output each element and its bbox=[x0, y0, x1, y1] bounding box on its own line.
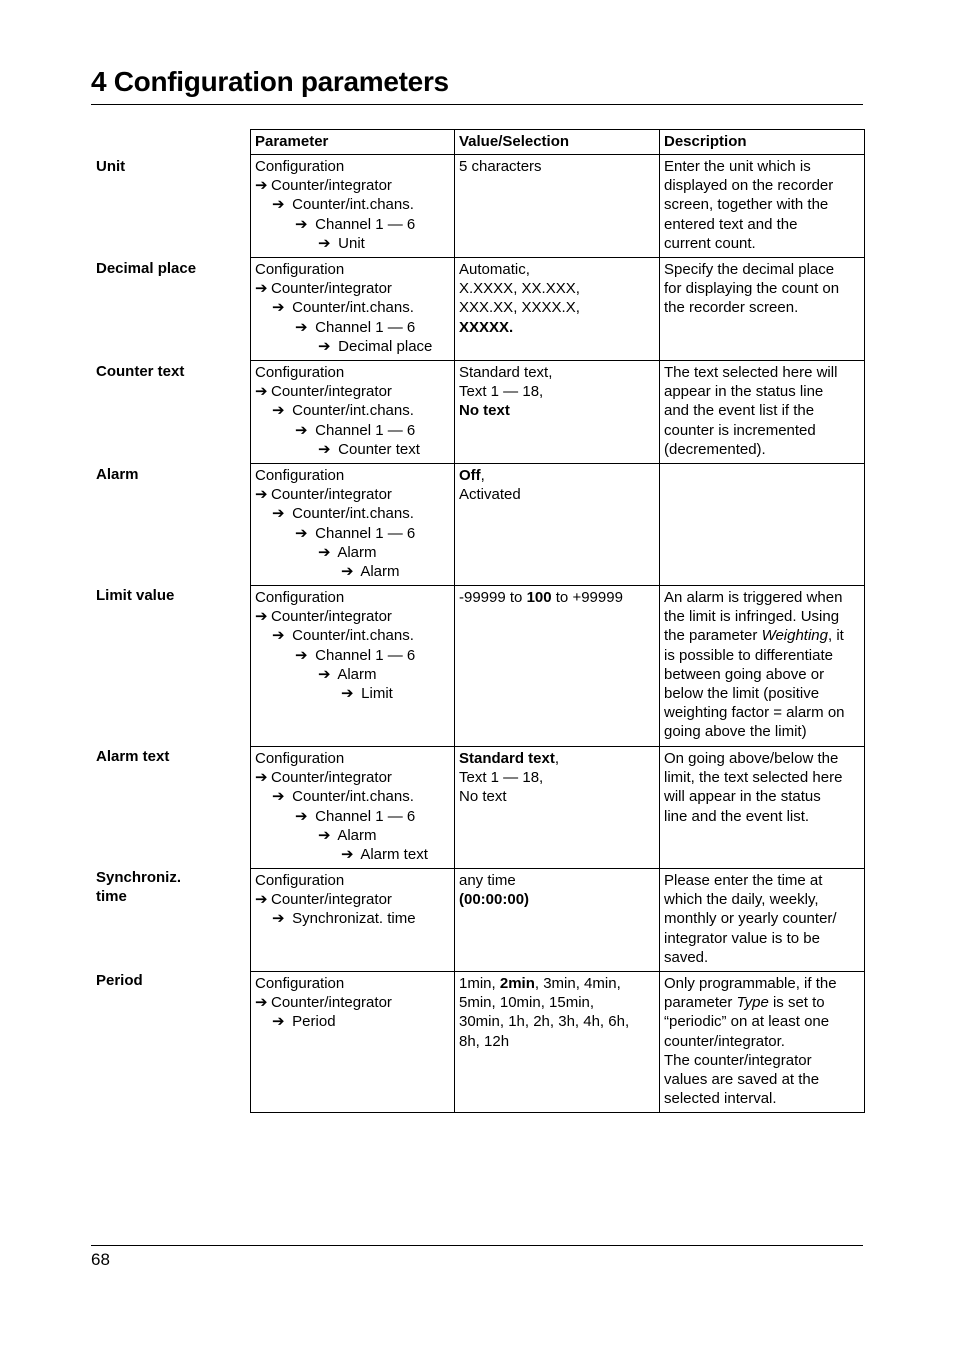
description-line: will appear in the status bbox=[664, 788, 821, 806]
description-line: integrator value is to be bbox=[664, 929, 820, 947]
path-step: ➔ Channel 1 — 6 bbox=[295, 524, 416, 542]
description-line: current count. bbox=[664, 234, 756, 252]
path-step: ➔ Alarm bbox=[318, 543, 377, 561]
description-cell bbox=[660, 155, 865, 258]
path-step: Configuration bbox=[255, 872, 345, 889]
path-step: ➔ Alarm bbox=[318, 665, 377, 683]
description-line: the limit is infringed. Using bbox=[664, 608, 840, 626]
right-arrow-icon: ➔ bbox=[318, 543, 331, 561]
row-label-period: Period bbox=[96, 972, 143, 989]
path-step: ➔ Counter/int.chans. bbox=[272, 627, 414, 645]
parameter-path-cell bbox=[251, 464, 455, 586]
path-step: ➔ Counter/integrator bbox=[255, 608, 392, 626]
right-arrow-icon: ➔ bbox=[295, 524, 308, 542]
right-arrow-icon: ➔ bbox=[255, 280, 268, 298]
row-label-line: time bbox=[96, 888, 127, 906]
value-line: 5min, 10min, 15min, bbox=[459, 994, 595, 1012]
description-line: Please enter the time at bbox=[664, 872, 823, 889]
page-title: 4 Configuration parameters bbox=[91, 66, 449, 97]
value-line: 5 characters bbox=[459, 158, 542, 175]
description-line: The text selected here will bbox=[664, 364, 838, 381]
value-cell bbox=[455, 258, 660, 361]
parameter-table bbox=[250, 129, 865, 1113]
description-line: monthly or yearly counter/ bbox=[664, 910, 837, 928]
value-line: Standard text, bbox=[459, 364, 553, 381]
right-arrow-icon: ➔ bbox=[318, 234, 331, 252]
description-line: appear in the status line bbox=[664, 383, 824, 401]
description-line: counter/integrator. bbox=[664, 1032, 785, 1050]
parameter-path-cell bbox=[251, 972, 455, 1113]
value-line-default: Off, bbox=[459, 467, 485, 484]
path-step: ➔ Counter/integrator bbox=[255, 177, 392, 195]
row-label-unit: Unit bbox=[96, 158, 126, 175]
description-line: going above the limit) bbox=[664, 723, 807, 741]
row-label-synchroniz-time bbox=[96, 868, 236, 906]
value-line-default: (00:00:00) bbox=[459, 891, 530, 909]
row-label-alarm-text: Alarm text bbox=[96, 748, 170, 765]
description-line: saved. bbox=[664, 948, 709, 966]
right-arrow-icon: ➔ bbox=[341, 563, 354, 581]
path-step: ➔ Counter/int.chans. bbox=[272, 299, 414, 317]
right-arrow-icon: ➔ bbox=[295, 421, 308, 439]
parameter-path-cell bbox=[251, 869, 455, 972]
value-line: 1min, 2min, 3min, 4min, bbox=[459, 975, 621, 992]
right-arrow-icon: ➔ bbox=[255, 486, 268, 504]
path-step: ➔ Limit bbox=[341, 685, 393, 703]
description-line: and the event list if the bbox=[664, 402, 815, 420]
path-step: ➔ Decimal place bbox=[318, 337, 433, 355]
value-cell bbox=[455, 747, 660, 869]
description-line: counter is incremented bbox=[664, 421, 816, 439]
path-step: ➔ Channel 1 — 6 bbox=[295, 807, 416, 825]
right-arrow-icon: ➔ bbox=[318, 337, 331, 355]
path-step: ➔ Counter/integrator bbox=[255, 769, 392, 787]
path-step: ➔ Counter/integrator bbox=[255, 383, 392, 401]
row-label-alarm: Alarm bbox=[96, 466, 139, 483]
path-step: ➔ Period bbox=[272, 1013, 336, 1031]
parameter-path-cell bbox=[251, 361, 455, 464]
right-arrow-icon: ➔ bbox=[318, 665, 331, 683]
value-line: Activated bbox=[459, 486, 521, 504]
table-row bbox=[251, 972, 865, 1113]
path-step: ➔ Channel 1 — 6 bbox=[295, 215, 416, 233]
right-arrow-icon: ➔ bbox=[255, 994, 268, 1012]
row-label-line: Synchroniz. bbox=[96, 869, 182, 886]
right-arrow-icon: ➔ bbox=[272, 1013, 285, 1031]
right-arrow-icon: ➔ bbox=[295, 807, 308, 825]
path-step: ➔ Alarm text bbox=[341, 846, 428, 864]
value-cell bbox=[455, 586, 660, 747]
parameter-path-cell bbox=[251, 747, 455, 869]
value-line: Text 1 — 18, bbox=[459, 769, 544, 787]
footer-divider bbox=[91, 1245, 863, 1246]
path-step: ➔ Alarm bbox=[341, 563, 400, 581]
row-label-limit-value: Limit value bbox=[96, 587, 175, 604]
description-line: values are saved at the bbox=[664, 1071, 820, 1089]
right-arrow-icon: ➔ bbox=[272, 505, 285, 523]
right-arrow-icon: ➔ bbox=[255, 177, 268, 195]
description-line: Only programmable, if the bbox=[664, 975, 837, 992]
description-line: weighting factor = alarm on bbox=[664, 704, 845, 722]
value-line: X.XXXX, XX.XXX, bbox=[459, 280, 580, 298]
table-row bbox=[251, 747, 865, 869]
row-label-counter-text: Counter text bbox=[96, 363, 185, 380]
right-arrow-icon: ➔ bbox=[295, 646, 308, 664]
description-line: entered text and the bbox=[664, 215, 798, 233]
path-step: ➔ Counter/integrator bbox=[255, 994, 392, 1012]
right-arrow-icon: ➔ bbox=[272, 788, 285, 806]
description-cell bbox=[660, 972, 865, 1113]
right-arrow-icon: ➔ bbox=[341, 685, 354, 703]
header-divider bbox=[91, 104, 863, 105]
right-arrow-icon: ➔ bbox=[341, 846, 354, 864]
path-step: Configuration bbox=[255, 467, 345, 484]
value-line-default: Standard text, bbox=[459, 750, 560, 767]
table-row bbox=[251, 869, 865, 972]
parameter-path-cell bbox=[251, 586, 455, 747]
parameter-path-cell bbox=[251, 155, 455, 258]
table-row bbox=[251, 586, 865, 747]
description-line: “periodic” on at least one bbox=[664, 1013, 830, 1031]
path-step: ➔ Counter/int.chans. bbox=[272, 788, 414, 806]
description-cell bbox=[660, 869, 865, 972]
right-arrow-icon: ➔ bbox=[272, 196, 285, 214]
description-cell bbox=[660, 747, 865, 869]
value-line: Automatic, bbox=[459, 261, 530, 278]
column-header-description: Description bbox=[660, 130, 865, 155]
path-step: Configuration bbox=[255, 261, 345, 278]
table-row bbox=[251, 361, 865, 464]
description-cell bbox=[660, 464, 865, 586]
description-line: limit, the text selected here bbox=[664, 769, 843, 787]
value-cell bbox=[455, 972, 660, 1113]
value-line-default: XXXXX. bbox=[459, 318, 514, 336]
path-step: Configuration bbox=[255, 158, 345, 175]
description-line: selected interval. bbox=[664, 1090, 777, 1108]
description-line: screen, together with the bbox=[664, 196, 829, 214]
path-step: ➔ Synchronizat. time bbox=[272, 910, 416, 928]
row-label-decimal-place: Decimal place bbox=[96, 260, 197, 277]
parameter-path-cell bbox=[251, 258, 455, 361]
right-arrow-icon: ➔ bbox=[272, 402, 285, 420]
right-arrow-icon: ➔ bbox=[255, 769, 268, 787]
column-header-parameter: Parameter bbox=[251, 130, 455, 155]
table-row bbox=[251, 464, 865, 586]
value-cell bbox=[455, 361, 660, 464]
description-line: Specify the decimal place bbox=[664, 261, 835, 278]
description-line: the parameter Weighting, it bbox=[664, 627, 844, 645]
description-line: Enter the unit which is bbox=[664, 158, 811, 175]
description-cell bbox=[660, 361, 865, 464]
table-row bbox=[251, 258, 865, 361]
path-step: ➔ Channel 1 — 6 bbox=[295, 646, 416, 664]
description-line: for displaying the count on bbox=[664, 280, 840, 298]
description-line: is possible to differentiate bbox=[664, 646, 833, 664]
value-line: No text bbox=[459, 788, 507, 806]
path-step: ➔ Counter/int.chans. bbox=[272, 505, 414, 523]
path-step: Configuration bbox=[255, 975, 345, 992]
path-step: ➔ Counter text bbox=[318, 440, 420, 458]
description-cell bbox=[660, 258, 865, 361]
right-arrow-icon: ➔ bbox=[295, 215, 308, 233]
value-cell bbox=[455, 869, 660, 972]
value-line: any time bbox=[459, 872, 516, 889]
description-line: between going above or bbox=[664, 665, 825, 683]
value-cell bbox=[455, 155, 660, 258]
path-step: ➔ Counter/integrator bbox=[255, 486, 392, 504]
description-cell bbox=[660, 586, 865, 747]
value-line: Text 1 — 18, bbox=[459, 383, 544, 401]
table-row bbox=[251, 155, 865, 258]
description-line: which the daily, weekly, bbox=[664, 891, 819, 909]
column-header-value: Value/Selection bbox=[455, 130, 660, 155]
path-step: ➔ Counter/int.chans. bbox=[272, 402, 414, 420]
path-step: ➔ Channel 1 — 6 bbox=[295, 421, 416, 439]
path-step: ➔ Counter/integrator bbox=[255, 280, 392, 298]
path-step: ➔ Channel 1 — 6 bbox=[295, 318, 416, 336]
value-line-default: No text bbox=[459, 402, 510, 420]
right-arrow-icon: ➔ bbox=[272, 299, 285, 317]
description-line: An alarm is triggered when bbox=[664, 589, 843, 606]
right-arrow-icon: ➔ bbox=[255, 608, 268, 626]
description-line: parameter Type is set to bbox=[664, 994, 825, 1012]
page-number: 68 bbox=[91, 1250, 110, 1269]
description-line: line and the event list. bbox=[664, 807, 810, 825]
path-step: ➔ Counter/integrator bbox=[255, 891, 392, 909]
description-line: The counter/integrator bbox=[664, 1051, 812, 1069]
path-step: Configuration bbox=[255, 750, 345, 767]
description-line: the recorder screen. bbox=[664, 299, 799, 317]
value-line: 8h, 12h bbox=[459, 1032, 510, 1050]
description-line: (decremented). bbox=[664, 440, 766, 458]
table-header-row bbox=[251, 130, 865, 155]
value-line: -99999 to 100 to +99999 bbox=[459, 589, 623, 606]
right-arrow-icon: ➔ bbox=[295, 318, 308, 336]
description-line: below the limit (positive bbox=[664, 685, 820, 703]
right-arrow-icon: ➔ bbox=[318, 440, 331, 458]
description-line: displayed on the recorder bbox=[664, 177, 834, 195]
path-step: Configuration bbox=[255, 364, 345, 381]
right-arrow-icon: ➔ bbox=[272, 910, 285, 928]
right-arrow-icon: ➔ bbox=[255, 383, 268, 401]
right-arrow-icon: ➔ bbox=[255, 891, 268, 909]
path-step: ➔ Alarm bbox=[318, 826, 377, 844]
path-step: ➔ Unit bbox=[318, 234, 365, 252]
value-line: 30min, 1h, 2h, 3h, 4h, 6h, bbox=[459, 1013, 630, 1031]
right-arrow-icon: ➔ bbox=[318, 826, 331, 844]
description-line: On going above/below the bbox=[664, 750, 839, 767]
right-arrow-icon: ➔ bbox=[272, 627, 285, 645]
path-step: ➔ Counter/int.chans. bbox=[272, 196, 414, 214]
value-line: XXX.XX, XXXX.X, bbox=[459, 299, 580, 317]
value-cell bbox=[455, 464, 660, 586]
path-step: Configuration bbox=[255, 589, 345, 606]
